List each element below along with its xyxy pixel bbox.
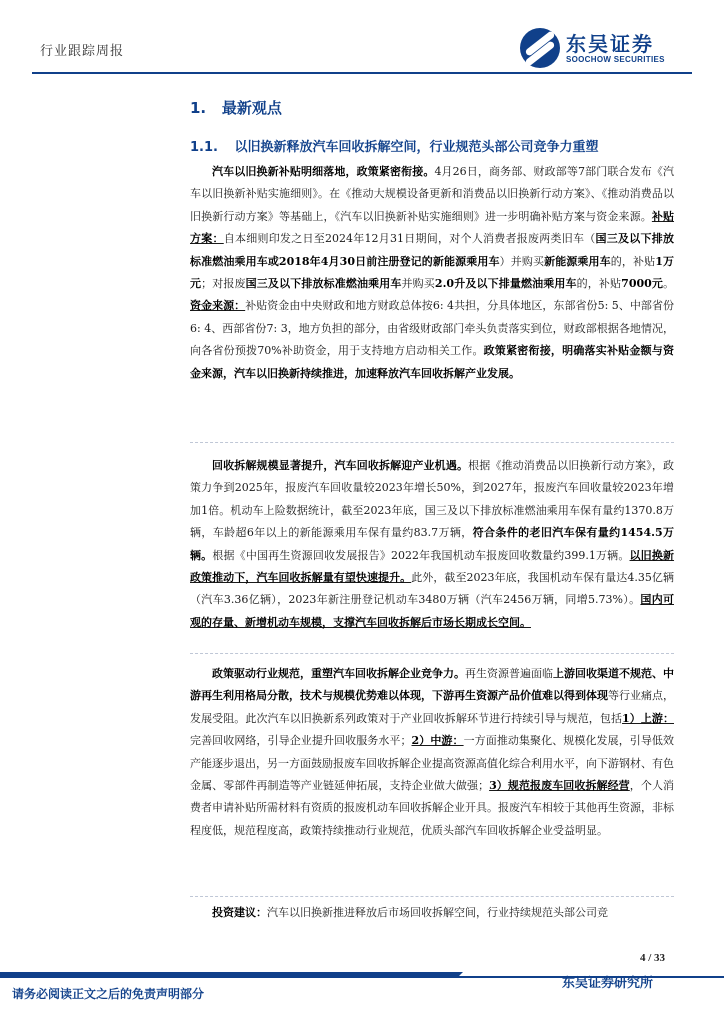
brand-logo-icon	[520, 28, 560, 68]
emphasis-text: 2）中游：	[411, 734, 464, 748]
report-type-label: 行业跟踪周报	[40, 44, 125, 59]
emphasis-text: 3）规范报废车回收拆解经营	[489, 779, 630, 793]
body-text: ，个人消费者申请补贴所需材料有资质的报废机动车回收拆解企业开具。报废汽车相较于其他再生资源，非标程度低，规范程度高，政策持续推动行业规范，优质头部汽车回收拆解企业受益明显。	[190, 779, 675, 837]
page-number: 4 / 33	[640, 952, 666, 964]
body-text: ）并购买	[499, 254, 545, 268]
emphasis-text: 国三及以下排放标准燃油乘用车	[245, 277, 402, 291]
subsection-title: 以旧换新释放汽车回收拆解空间，行业规范头部公司竞争力重塑	[234, 140, 599, 155]
brand-name-en: SOOCHOW SECURITIES	[566, 54, 665, 64]
paragraph-recycling-scale	[190, 455, 674, 634]
body-text: 根据《中国再生资源回收发展报告》2022年我国机动车报废回收数量约399.1万辆。	[212, 548, 630, 562]
emphasis-text: 国内可观的存量、新增机动车规模，支撑汽车回收拆解后市场长期成长空间。	[190, 593, 674, 629]
paragraph-body	[190, 902, 674, 924]
body-text: ；对报废	[201, 277, 246, 291]
body-text: 汽车以旧换新推进释放后市场回收拆解空间，行业持续规范头部公司竞	[267, 906, 608, 919]
paragraph-separator	[190, 896, 674, 898]
body-text: 根据《推动消费品以旧换新行动方案》，政策力争到2025年，报废汽车回收量较2023年增长50%，到2027年，报废汽车回收量较2023年增加1倍。机动车上险数据统计，截至2023年底，国三及以下排放标准燃油乘用车保有量约1370.8万辆，车龄超6年以上的新能源乘用车保有量约83.7万辆，	[190, 459, 675, 540]
body-text: 补贴资金由中央财政和地方财政总体按6: 4共担，分具体地区，东部省份5: 5、中部省份6: 4、西部省份7: 3，地方负担的部分，由省级财政部门牵头负责落实到位，财政部根据各地情况，向各省份预拨70%补助资金，用于支持地方启动相关工作。	[190, 299, 674, 358]
brand-logo	[520, 26, 690, 70]
body-text: 的，补贴	[576, 277, 622, 291]
emphasis-text: 符合条件的老旧汽车保有量约1454.5万辆。	[190, 526, 674, 562]
body-text: 等行业痛点，发展受阻。此次汽车以旧换新系列政策对于产业回收拆解环节进行持续引导与规范，包括	[190, 689, 674, 725]
emphasis-text: 投资建议：	[212, 906, 267, 919]
paragraph-trade-in-subsidy	[190, 161, 674, 385]
body-text: 4月26日，商务部、财政部等7部门联合发布《汽车以旧换新补贴实施细则》。在《推动大规模设备更新和消费品以旧换新行动方案》、《推动消费品以旧换新行动方案》等基础上，《汽车以旧换新补贴实施细则》进一步明确补贴方案与资金来源。	[190, 165, 674, 223]
emphasis-text: 新能源乘用车	[544, 254, 611, 268]
emphasis-text: 国三及以下排放标准燃油乘用车或2018年4月30日前注册登记的新能源乘用车	[190, 232, 674, 268]
emphasis-text: 7000元	[621, 277, 664, 291]
paragraph-body	[190, 455, 674, 634]
body-text: 的，补贴	[610, 254, 656, 268]
paragraph-body	[190, 663, 674, 842]
disclaimer-notice: 请务必阅读正文之后的免责声明部分	[12, 987, 205, 1001]
body-text: 完善回收网络，引导企业提升回收服务水平；	[190, 734, 412, 748]
emphasis-text: 2.0升及以下排量燃油乘用车	[434, 277, 577, 291]
body-text: 。	[663, 277, 675, 291]
emphasis-text: 资金来源：	[190, 299, 246, 313]
section-heading-1	[190, 97, 282, 118]
body-text: 一方面推动集聚化、规模化发展，引导低效产能逐步退出，另一方面鼓励报废车回收拆解企业提高资源高值化综合利用水平，向下游钢材、有色金属、零部件再制造等产业链延伸拓展，支持企业做大做强；	[190, 734, 675, 793]
section-title: 最新观点	[221, 99, 282, 117]
brand-name-cn: 东吴证券	[566, 31, 654, 56]
emphasis-text: 政策驱动行业规范，重塑汽车回收拆解企业竞争力。	[212, 667, 465, 680]
paragraph-body	[190, 161, 674, 385]
body-text: 自本细则印发之日至2024年12月31日期间，对个人消费者报废两类旧车（	[223, 232, 596, 246]
emphasis-text: 上游回收渠道不规范、中游再生利用格局分散，技术与规模优势难以体现，下游再生资源产品价值难以得到体现	[190, 667, 674, 703]
body-text: 再生资源普遍面临	[465, 667, 553, 680]
emphasis-text: 汽车以旧换新补贴明细落地，政策紧密衔接。	[212, 165, 435, 178]
subsection-heading	[190, 136, 599, 155]
section-number: 1.	[190, 99, 207, 117]
subsection-number: 1.1.	[190, 140, 218, 155]
emphasis-text: 政策紧密衔接，明确落实补贴金额与资金来源，汽车以旧换新持续推进，加速释放汽车回收拆解产业发展。	[190, 344, 675, 380]
paragraph-separator	[190, 653, 674, 655]
emphasis-text: 1万元	[190, 254, 675, 291]
paragraph-investment-advice	[190, 902, 674, 924]
paragraph-policy-regulation	[190, 663, 674, 842]
emphasis-text: 回收拆解规模显著提升，汽车回收拆解迎产业机遇。	[212, 459, 469, 472]
emphasis-text: 1）上游：	[622, 711, 674, 725]
emphasis-text: 以旧换新政策推动下，汽车回收拆解量有望快速提升。	[190, 548, 675, 585]
paragraph-separator	[190, 442, 674, 444]
emphasis-text: 补贴方案：	[190, 209, 675, 246]
body-text: 此外，截至2023年底，我国机动车保有量达4.35亿辆（汽车3.36亿辆），2023年新注册登记机动车3480万辆（汽车2456万辆，同增5.73%）。	[190, 571, 674, 607]
institute-name: 东吴证券研究所	[562, 976, 654, 991]
header-divider	[32, 72, 692, 74]
body-text: 并购买	[401, 277, 435, 291]
